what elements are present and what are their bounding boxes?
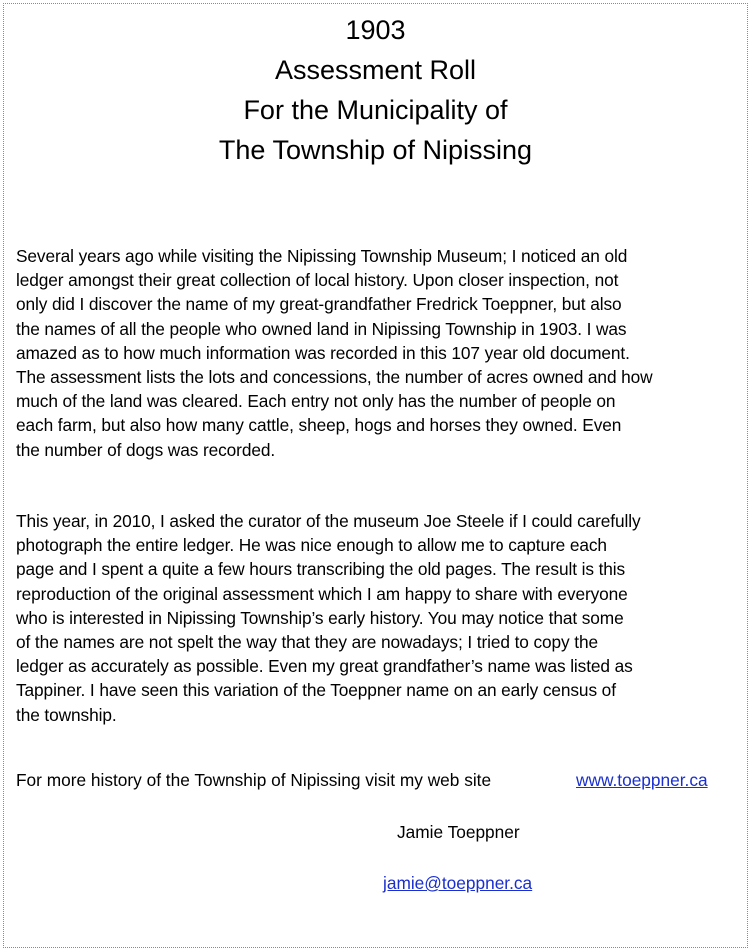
paragraph-line: photograph the entire ledger. He was nice enough to allow me to capture each — [16, 535, 607, 556]
paragraph-line: amazed as to how much information was recorded in this 107 year old document. — [16, 342, 630, 363]
title-assessment-roll: Assessment Roll — [274, 55, 477, 85]
paragraph-line: This year, in 2010, I asked the curator of the museum Joe Steele if I could carefully — [16, 511, 641, 531]
paragraph-line: ledger as accurately as possible. Even my great grandfather’s name was listed as — [16, 656, 633, 677]
paragraph-line: Tappiner. I have seen this variation of the Toeppner name on an early census of — [16, 680, 616, 701]
paragraph-line: of the names are not spelt the way that they are nowadays; I tried to copy the — [16, 632, 599, 653]
more-history-text: For more history of the Township of Nipissing visit my web site — [16, 770, 492, 790]
paragraph-line: the number of dogs was recorded. — [16, 439, 276, 460]
paragraph-line: each farm, but also how many cattle, sheep, hogs and horses they owned. Even — [16, 415, 622, 436]
title-year: 1903 — [345, 15, 406, 45]
paragraph-line: who is interested in Nipissing Township’s early history. You may notice that some — [16, 607, 624, 628]
ledger-paragraph — [16, 509, 738, 727]
paragraph-line: page and I spent a quite a few hours transcribing the old pages. The result is this — [16, 559, 626, 580]
paragraph-line: reproduction of the original assessment which I am happy to share with everyone — [16, 583, 628, 604]
website-link[interactable]: www.toeppner.ca — [576, 770, 708, 790]
paragraph-line: much of the land was cleared. Each entry not only has the number of people on — [16, 391, 616, 412]
email-link[interactable]: jamie@toeppner.ca — [383, 873, 533, 893]
paragraph-line: only did I discover the name of my great-grandfather Fredrick Toeppner, but also — [16, 294, 622, 315]
paragraph-line: the township. — [16, 704, 117, 725]
paragraph-line: The assessment lists the lots and concessions, the number of acres owned and how — [16, 367, 653, 388]
author-name: Jamie Toeppner — [397, 822, 520, 842]
paragraph-line: Several years ago while visiting the Nipissing Township Museum; I noticed an old — [16, 246, 628, 266]
paragraph-line: the names of all the people who owned land in Nipissing Township in 1903. I was — [16, 318, 627, 339]
title-municipality: For the Municipality of — [243, 95, 508, 125]
document-page — [3, 3, 748, 948]
intro-paragraph — [16, 244, 738, 462]
paragraph-line: ledger amongst their great collection of local history. Upon closer inspection, not — [16, 270, 619, 291]
title-township: The Township of Nipissing — [218, 135, 533, 165]
